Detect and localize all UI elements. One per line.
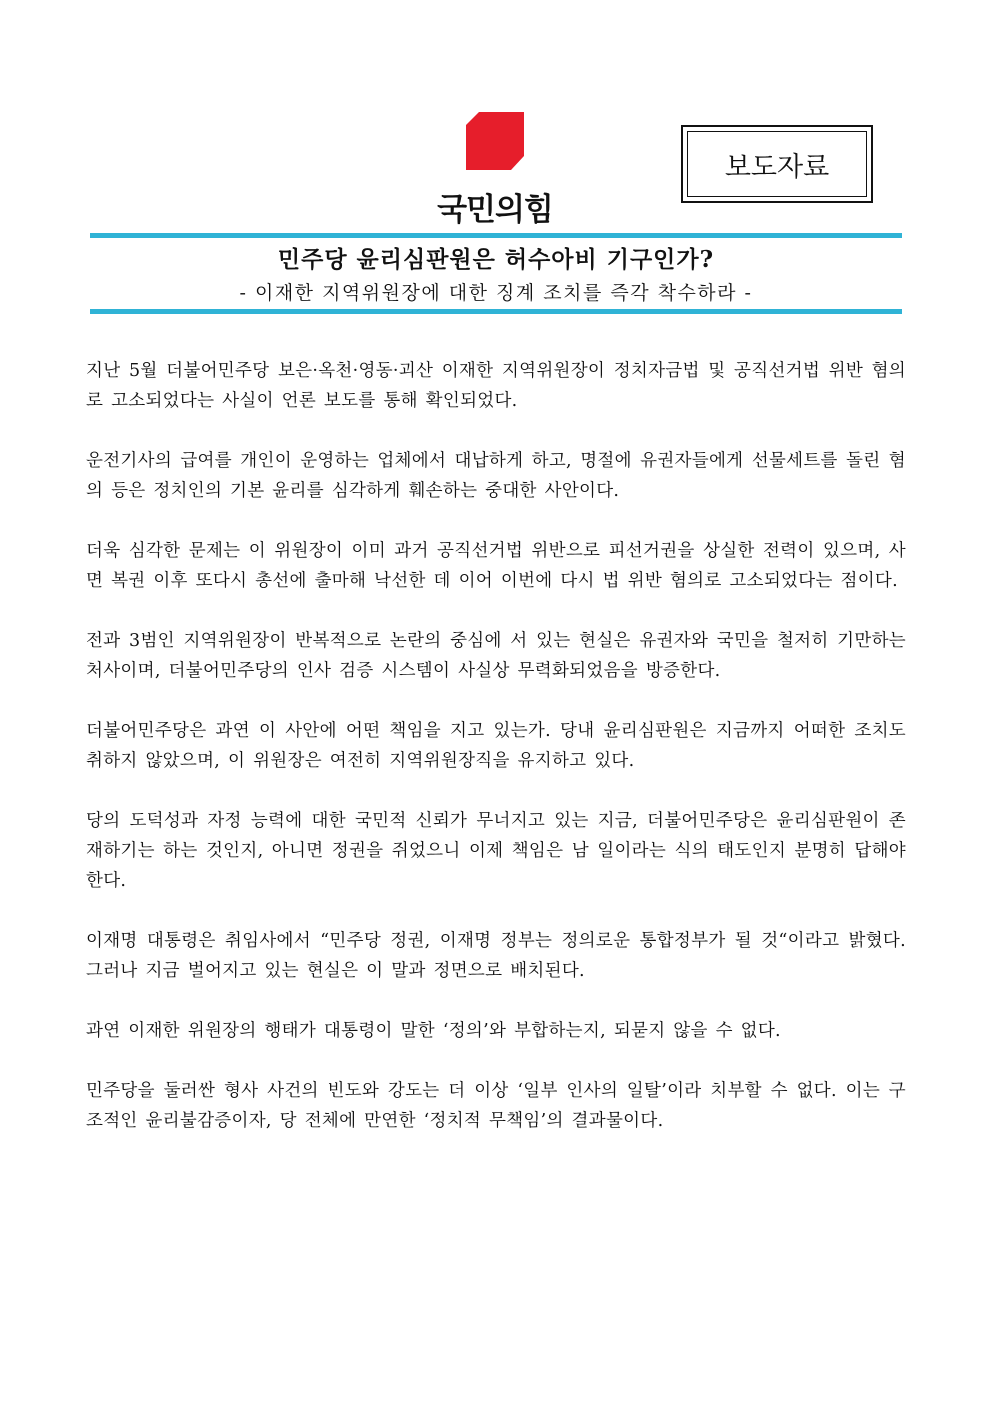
subheadline: - 이재한 지역위원장에 대한 징계 조치를 즉각 착수하라 - [239,282,753,304]
paragraph-3: 더욱 심각한 문제는 이 위원장이 이미 과거 공직선거법 위반으로 피선거권을 상실한 전력이 있으며, 사면 복권 이후 또다시 총선에 출마해 낙선한 데 이어 이번에 다시 법 위반 혐의로 고소되었다는 점이다. [86,541,906,591]
paragraph-6: 당의 도덕성과 자정 능력에 대한 국민적 신뢰가 무너지고 있는 지금, 더불어민주당은 윤리심판원이 존재하기는 하는 것인지, 아니면 정권을 쥐었으니 이제 책임은 남 일이라는 식의 태도인지 분명히 답해야 한다. [86,811,906,891]
party-logo-mark-icon [466,112,524,170]
paragraph-8: 과연 이재한 위원장의 행태가 대통령이 말한 ‘정의’와 부합하는지, 되묻지 않을 수 없다. [86,1021,781,1041]
party-logo-text: 국민의힘 [437,192,553,228]
paragraph-5: 더불어민주당은 과연 이 사안에 어떤 책임을 지고 있는가. 당내 윤리심판원은 지금까지 어떠한 조치도 취하지 않았으며, 이 위원장은 여전히 지역위원장직을 유지하고 있다. [86,721,906,771]
press-release-label: 보도자료 [687,131,867,197]
press-release-box [681,125,873,203]
headline: 민주당 윤리심판원은 허수아비 기구인가? [277,246,715,273]
party-logo [420,110,570,230]
article-body [86,356,906,1166]
title-rule-top [90,233,902,238]
paragraph-2: 운전기사의 급여를 개인이 운영하는 업체에서 대납하게 하고, 명절에 유권자들에게 선물세트를 돌린 혐의 등은 정치인의 기본 윤리를 심각하게 훼손하는 중대한 사안이다. [86,451,906,501]
paragraph-9: 민주당을 둘러싼 형사 사건의 빈도와 강도는 더 이상 ‘일부 인사의 일탈’이라 치부할 수 없다. 이는 구조적인 윤리불감증이자, 당 전체에 만연한 ‘정치적 무책임’의 결과물이다. [86,1081,906,1131]
paragraph-7: 이재명 대통령은 취임사에서 “민주당 정권, 이재명 정부는 정의로운 통합정부가 될 것“이라고 밝혔다. 그러나 지금 벌어지고 있는 현실은 이 말과 정면으로 배치된다. [86,931,906,981]
paragraph-1: 지난 5월 더불어민주당 보은·옥천·영동·괴산 이재한 지역위원장이 정치자금법 및 공직선거법 위반 혐의로 고소되었다는 사실이 언론 보도를 통해 확인되었다. [86,361,906,411]
paragraph-4: 전과 3범인 지역위원장이 반복적으로 논란의 중심에 서 있는 현실은 유권자와 국민을 철저히 기만하는 처사이며, 더불어민주당의 인사 검증 시스템이 사실상 무력화되었음을 방증한다. [86,631,906,681]
title-rule-bottom [90,309,902,314]
